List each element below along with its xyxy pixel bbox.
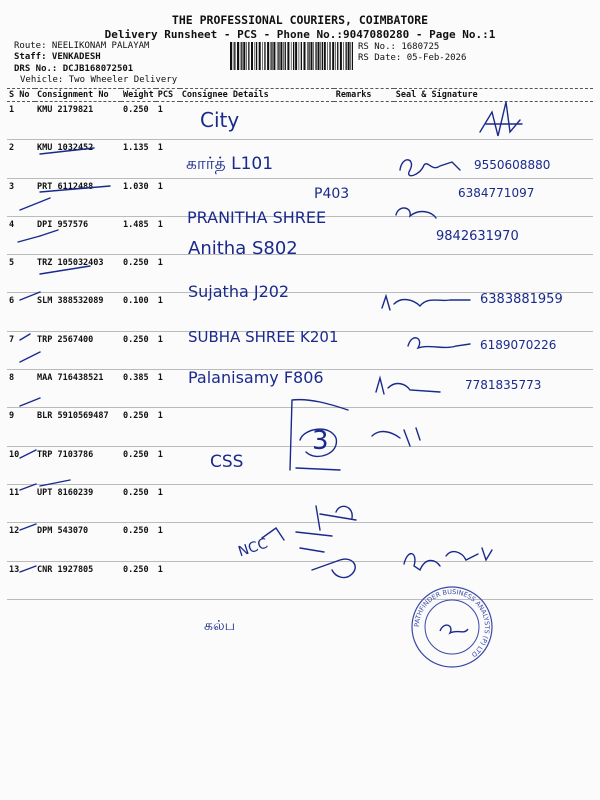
- barcode-bar: [320, 42, 321, 70]
- table-row: [7, 102, 593, 140]
- barcode-bar: [322, 42, 323, 70]
- route-text: Route: NEELIKONAM PALAYAM: [14, 41, 150, 51]
- barcode-bar: [285, 42, 286, 70]
- table-row: [7, 408, 593, 446]
- barcode-bar: [277, 42, 278, 70]
- barcode-bar: [280, 42, 282, 70]
- row-consignment: MAA 716438521: [35, 370, 121, 408]
- row-sno: 7: [7, 331, 35, 369]
- row-weight: 0.250: [121, 484, 156, 522]
- table-header-row: [7, 89, 593, 102]
- row-remarks: [334, 331, 394, 369]
- row-weight: 1.485: [121, 216, 156, 254]
- handwriting-r3-top: P403: [314, 186, 350, 202]
- handwriting-r6-name: SUBHA SHREE K201: [188, 328, 339, 346]
- col-seal: Seal & Signature: [394, 89, 593, 102]
- row-weight: 0.250: [121, 331, 156, 369]
- barcode-bar: [230, 42, 232, 70]
- col-pcs: PCS: [156, 89, 180, 102]
- row-remarks: [334, 216, 394, 254]
- row-pcs: 1: [156, 561, 180, 599]
- row-sno: 3: [7, 178, 35, 216]
- row-remarks: [334, 484, 394, 522]
- drs-number: DRS No.: DCJB168072501: [14, 64, 134, 74]
- barcode-bar: [311, 42, 313, 70]
- barcode-bar: [346, 42, 347, 70]
- row-pcs: 1: [156, 178, 180, 216]
- barcode-bar: [329, 42, 330, 70]
- handwriting-r13-name: கல்ப: [204, 618, 235, 634]
- handwriting-r9-name: CSS: [210, 452, 244, 472]
- barcode-bar: [315, 42, 316, 70]
- row-remarks: [334, 140, 394, 178]
- barcode-bar: [287, 42, 289, 70]
- row-sno: 12: [7, 523, 35, 561]
- handwriting-r1: City: [200, 108, 240, 132]
- row-sno: 8: [7, 370, 35, 408]
- row-remarks: [334, 523, 394, 561]
- row-consignment: UPT 8160239: [35, 484, 121, 522]
- row-seal: [394, 408, 593, 446]
- barcode-bar: [262, 42, 263, 70]
- barcode-bar: [291, 42, 292, 70]
- row-remarks: [334, 293, 394, 331]
- handwriting-r4-name: Anitha S802: [188, 238, 298, 259]
- barcode-bar: [234, 42, 235, 70]
- row-consignment: TRZ 105032403: [35, 255, 121, 293]
- row-pcs: 1: [156, 523, 180, 561]
- handwriting-r7-phone: 7781835773: [465, 378, 542, 392]
- barcode-bar: [273, 42, 275, 70]
- row-remarks: [334, 446, 394, 484]
- table-row: [7, 561, 593, 599]
- barcode-bar: [293, 42, 294, 70]
- row-remarks: [334, 102, 394, 140]
- row-sno: 4: [7, 216, 35, 254]
- col-sno: S No: [7, 89, 35, 102]
- barcode-bar: [264, 42, 265, 70]
- barcode-bar: [340, 42, 342, 70]
- row-pcs: 1: [156, 408, 180, 446]
- barcode-bar: [243, 42, 245, 70]
- rs-date: RS Date: 05-Feb-2026: [358, 53, 467, 63]
- barcode-bar: [278, 42, 279, 70]
- barcode-bar: [343, 42, 344, 70]
- stamp-text: PATHFINDER BUSINESS ANALYSTS (P) LTD: [412, 587, 492, 659]
- barcode: [230, 42, 353, 70]
- row-consignment: PRT 6112488: [35, 178, 121, 216]
- handwriting-r4-phone: 9842631970: [436, 229, 519, 244]
- table-row: [7, 255, 593, 293]
- row-weight: 0.250: [121, 523, 156, 561]
- row-weight: 0.250: [121, 102, 156, 140]
- row-consignment: KMU 2179821: [35, 102, 121, 140]
- row-sno: 11: [7, 484, 35, 522]
- barcode-bar: [352, 42, 353, 70]
- row-consignment: DPM 543070: [35, 523, 121, 561]
- row-pcs: 1: [156, 370, 180, 408]
- barcode-bar: [270, 42, 271, 70]
- staff-text: Staff: VENKADESH: [14, 52, 101, 62]
- barcode-bar: [233, 42, 234, 70]
- barcode-bar: [327, 42, 328, 70]
- row-weight: 0.250: [121, 561, 156, 599]
- runsheet-subtitle: Delivery Runsheet - PCS - Phone No.:9047080280 - Page No.:1: [104, 28, 496, 41]
- barcode-bar: [295, 42, 297, 70]
- row-consignee: [180, 561, 334, 599]
- barcode-bar: [255, 42, 256, 70]
- barcode-bar: [318, 42, 320, 70]
- row-consignee: [180, 484, 334, 522]
- row-remarks: [334, 408, 394, 446]
- row-pcs: 1: [156, 293, 180, 331]
- handwriting-r3-phone: 6384771097: [458, 186, 535, 200]
- row-consignment: KMU 1032452: [35, 140, 121, 178]
- vehicle-text: Vehicle: Two Wheeler Delivery: [20, 75, 178, 85]
- row-weight: 1.135: [121, 140, 156, 178]
- row-sno: 2: [7, 140, 35, 178]
- handwriting-r2-name: கார்த் L101: [186, 154, 274, 174]
- barcode-bar: [332, 42, 334, 70]
- barcode-bar: [337, 42, 338, 70]
- row-sno: 13: [7, 561, 35, 599]
- row-pcs: 1: [156, 484, 180, 522]
- row-consignee: [180, 408, 334, 446]
- row-weight: 0.250: [121, 446, 156, 484]
- row-consignment: BLR 5910569487: [35, 408, 121, 446]
- row-pcs: 1: [156, 255, 180, 293]
- handwriting-r9-num: 3: [312, 426, 329, 456]
- row-sno: 6: [7, 293, 35, 331]
- handwriting-r2-phone: 9550608880: [474, 158, 551, 172]
- row-remarks: [334, 370, 394, 408]
- row-consignment: CNR 1927805: [35, 561, 121, 599]
- row-consignment: DPI 957576: [35, 216, 121, 254]
- barcode-bar: [304, 42, 306, 70]
- row-sno: 1: [7, 102, 35, 140]
- row-sno: 9: [7, 408, 35, 446]
- table-row: [7, 484, 593, 522]
- barcode-bar: [350, 42, 351, 70]
- row-weight: 1.030: [121, 178, 156, 216]
- row-consignee: [180, 446, 334, 484]
- handwriting-r5-name: Sujatha J202: [188, 282, 290, 301]
- row-consignment: SLM 388532089: [35, 293, 121, 331]
- row-seal: [394, 102, 593, 140]
- barcode-bar: [240, 42, 241, 70]
- handwriting-r5-phone: 6383881959: [480, 292, 563, 307]
- barcode-bar: [283, 42, 284, 70]
- table-row: [7, 446, 593, 484]
- barcode-bar: [313, 42, 314, 70]
- company-title: THE PROFESSIONAL COURIERS, COIMBATORE: [171, 13, 429, 27]
- company-stamp: [410, 585, 494, 669]
- barcode-bar: [335, 42, 336, 70]
- row-seal: [394, 446, 593, 484]
- row-seal: [394, 523, 593, 561]
- col-weight: Weight: [123, 90, 154, 100]
- col-consignment: Consignment No: [35, 89, 121, 102]
- row-pcs: 1: [156, 140, 180, 178]
- row-sno: 10: [7, 446, 35, 484]
- barcode-bar: [246, 42, 247, 70]
- row-pcs: 1: [156, 216, 180, 254]
- row-weight: 0.250: [121, 255, 156, 293]
- barcode-bar: [308, 42, 309, 70]
- row-consignment: TRP 7103786: [35, 446, 121, 484]
- barcode-bar: [271, 42, 272, 70]
- row-weight: 0.100: [121, 293, 156, 331]
- row-seal: [394, 255, 593, 293]
- table-row: [7, 523, 593, 561]
- row-weight: 0.385: [121, 370, 156, 408]
- barcode-bar: [324, 42, 326, 70]
- barcode-bar: [241, 42, 242, 70]
- barcode-bar: [248, 42, 249, 70]
- row-pcs: 1: [156, 446, 180, 484]
- handwriting-r3-name: PRANITHA SHREE: [187, 208, 327, 227]
- row-weight: 0.250: [121, 408, 156, 446]
- handwriting-r11-name: NCC: [236, 535, 270, 561]
- col-consignee: Consignee Details: [180, 89, 334, 102]
- barcode-bar: [267, 42, 269, 70]
- barcode-bar: [256, 42, 257, 70]
- barcode-bar: [251, 42, 253, 70]
- barcode-bar: [307, 42, 308, 70]
- row-remarks: [334, 561, 394, 599]
- rs-number: RS No.: 1680725: [358, 42, 440, 52]
- row-seal: [394, 484, 593, 522]
- barcode-bar: [299, 42, 300, 70]
- col-remarks: Remarks: [334, 89, 394, 102]
- barcode-bar: [301, 42, 302, 70]
- handwriting-r6-phone: 6189070226: [480, 338, 557, 352]
- row-sno: 5: [7, 255, 35, 293]
- row-pcs: 1: [156, 102, 180, 140]
- barcode-bar: [259, 42, 261, 70]
- row-consignment: TRP 2567400: [35, 331, 121, 369]
- handwriting-r7-name: Palanisamy F806: [188, 368, 324, 387]
- barcode-bar: [237, 42, 239, 70]
- barcode-bar: [348, 42, 350, 70]
- row-pcs: 1: [156, 331, 180, 369]
- row-remarks: [334, 255, 394, 293]
